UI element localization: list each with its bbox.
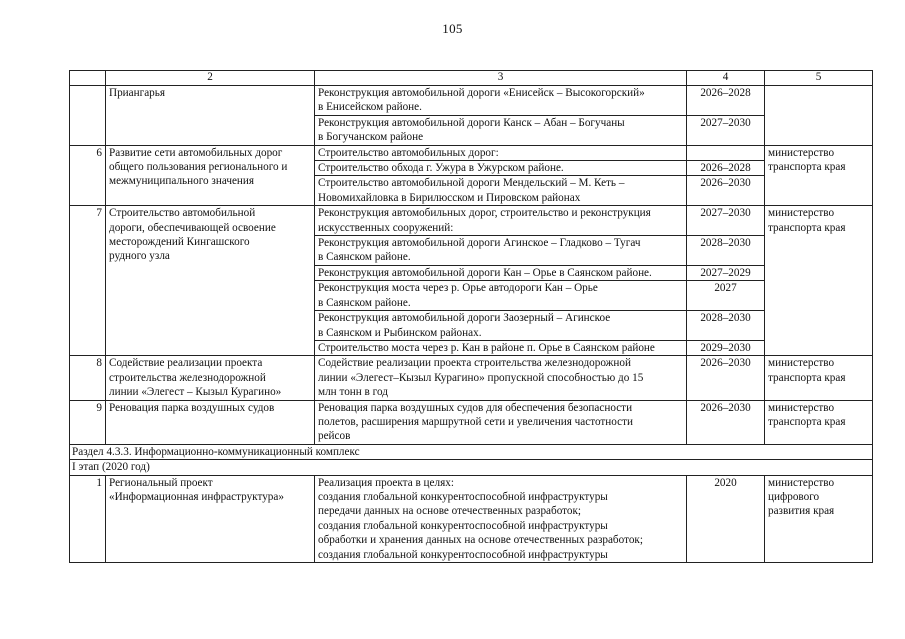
table-row — [70, 356, 873, 400]
header-cell-1 — [70, 71, 106, 86]
table-row — [70, 86, 873, 116]
executor: министерство цифрового развития края — [765, 475, 873, 562]
measure-name: Строительство автомобильной дороги, обеспечивающей освоение месторождений Кингашского рудного узла — [106, 206, 315, 356]
row-number — [70, 86, 106, 146]
measure-name: Содействие реализации проекта строительства железнодорожной линии «Элегест – Кызыл Курагино» — [106, 356, 315, 400]
executor: министерство транспорта края — [765, 206, 873, 356]
section-row — [70, 444, 873, 459]
action-text: Строительство автомобильной дороги Мендельский – М. Кеть – Новомихайловка в Бирилюсском и Пировском районах — [315, 176, 687, 206]
header-cell-5: 5 — [765, 71, 873, 86]
action-text: Реконструкция автомобильной дороги Кан – Орье в Саянском районе. — [315, 265, 687, 280]
years: 2026–2030 — [687, 400, 765, 444]
years: 2020 — [687, 475, 765, 562]
action-text: Реконструкция автомобильных дорог, строительство и реконструкция искусственных сооружений: — [315, 206, 687, 236]
measure-name: Региональный проект «Информационная инфраструктура» — [106, 475, 315, 562]
years: 2027–2030 — [687, 115, 765, 145]
measure-name: Приангарья — [106, 86, 315, 146]
action-text: Реконструкция автомобильной дороги Заозерный – Агинское в Саянском и Рыбинском районах. — [315, 311, 687, 341]
header-cell-2: 2 — [106, 71, 315, 86]
row-number: 7 — [70, 206, 106, 356]
executor: министерство транспорта края — [765, 356, 873, 400]
years: 2029–2030 — [687, 340, 765, 355]
header-cell-4: 4 — [687, 71, 765, 86]
years: 2026–2028 — [687, 161, 765, 176]
action-text: Реконструкция автомобильной дороги Канск – Абан – Богучаны в Богучанском районе — [315, 115, 687, 145]
table-row — [70, 400, 873, 444]
table-row — [70, 206, 873, 236]
table-header-row — [70, 71, 873, 86]
years — [687, 145, 765, 160]
action-text: Содействие реализации проекта строительства железнодорожной линии «Элегест–Кызыл Курагино» пропускной способностью до 15 млн тонн в год — [315, 356, 687, 400]
years: 2026–2030 — [687, 356, 765, 400]
stage-row — [70, 460, 873, 475]
section-label: Раздел 4.3.3. Информационно-коммуникационный комплекс — [70, 444, 873, 459]
executor: министерство транспорта края — [765, 400, 873, 444]
action-text: Реализация проекта в целях: создания глобальной конкурентоспособной инфраструктуры передачи данных на основе отечественных разработок; создания глобальной конкурентоспособной инфраструктуры обработки и хранения данных на основе отечественных разработок; создания глобальной конкурентоспособной инфраструктуры — [315, 475, 687, 562]
action-text: Строительство автомобильных дорог: — [315, 145, 687, 160]
table-row — [70, 145, 873, 160]
years: 2028–2030 — [687, 236, 765, 266]
action-text: Реконструкция автомобильной дороги Агинское – Гладково – Тугач в Саянском районе. — [315, 236, 687, 266]
years: 2026–2030 — [687, 176, 765, 206]
years: 2027–2029 — [687, 265, 765, 280]
table-row — [70, 475, 873, 562]
action-text: Реконструкция автомобильной дороги «Енисейск – Высокогорский» в Енисейском районе. — [315, 86, 687, 116]
header-cell-3: 3 — [315, 71, 687, 86]
measure-name: Развитие сети автомобильных дорог общего пользования регионального и межмуниципального значения — [106, 145, 315, 206]
years: 2028–2030 — [687, 311, 765, 341]
row-number: 9 — [70, 400, 106, 444]
years: 2027 — [687, 281, 765, 311]
row-number: 8 — [70, 356, 106, 400]
action-text: Строительство моста через р. Кан в районе п. Орье в Саянском районе — [315, 340, 687, 355]
measure-name: Реновация парка воздушных судов — [106, 400, 315, 444]
row-number: 6 — [70, 145, 106, 206]
page-number: 105 — [442, 21, 463, 36]
stage-label: I этап (2020 год) — [70, 460, 873, 475]
action-text: Реконструкция моста через р. Орье автодороги Кан – Орье в Саянском районе. — [315, 281, 687, 311]
years: 2027–2030 — [687, 206, 765, 236]
executor — [765, 86, 873, 146]
row-number: 1 — [70, 475, 106, 562]
executor: министерство транспорта края — [765, 145, 873, 206]
measures-table — [69, 70, 873, 563]
years: 2026–2028 — [687, 86, 765, 116]
action-text: Реновация парка воздушных судов для обеспечения безопасности полетов, расширения маршрутной сети и увеличения частотности рейсов — [315, 400, 687, 444]
action-text: Строительство обхода г. Ужура в Ужурском районе. — [315, 161, 687, 176]
